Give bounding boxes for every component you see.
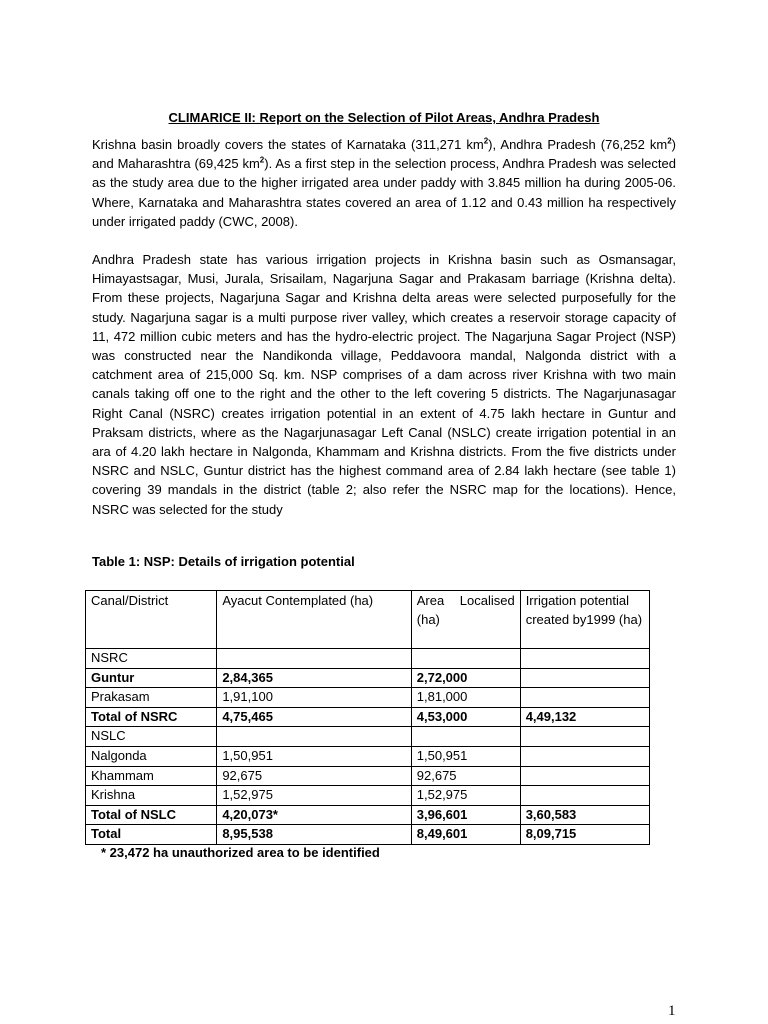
cell-area <box>411 727 520 747</box>
cell-potential <box>520 766 649 786</box>
cell-ayacut: 1,91,100 <box>217 688 411 708</box>
paragraph-irrigation-projects: Andhra Pradesh state has various irrigation projects in Krishna basin such as Osmansagar, Himayastsagar, Musi, Jurala, Srisailam, Nagarjuna Sagar and Prakasam barriage (Krishna delta). From these projects, Nagarjuna Sagar and Krishna delta areas were selected purposefully for the study. Nagarjuna sagar is a multi purpose river valley, which creates a reservoir storage capacity of 11, 472 million cubic meters and has the hydro-electric project. The Nagarjuna Sagar Project (NSP) was constructed near the Nandikonda village, Peddavoora mandal, Nalgonda district with a catchment area of 215,000 Sq. km. NSP comprises of a dam across river Krishna with two main canals taking off one to the right and the other to the left covering 5 districts. The Nagarjunasagar Right Canal (NSRC) creates irrigation potential in an extent of 4.75 lakh hectare in Guntur and Praksam districts, where as the Nagarjunasagar Left Canal (NSLC) create irrigation potential in an ara of 4.20 lakh hectare in Nalgonda, Khammam and Krishna districts. From the five districts under NSRC and NSLC, Guntur district has the highest command area of 2.84 lakh hectare (see table 1) covering 39 mandals in the district (table 2; also refer the NSRC map for the locations). Hence, NSRC was selected for the study <box>92 252 676 517</box>
superscript-2: 2 <box>483 136 489 146</box>
cell-canal: Nalgonda <box>86 746 217 766</box>
table-row <box>86 786 650 806</box>
cell-ayacut: 92,675 <box>217 766 411 786</box>
report-title: CLIMARICE II: Report on the Selection of Pilot Areas, Andhra Pradesh <box>168 110 600 125</box>
p1-text-3: ) and Maharashtra (69,425 km <box>92 137 676 172</box>
cell-potential <box>520 688 649 708</box>
cell-area <box>411 649 520 669</box>
cell-ayacut: 4,20,073* <box>217 805 411 825</box>
table-row <box>86 766 650 786</box>
p1-text-4: ). As a first step in the selection process, Andhra Pradesh was selected as the study area due to the higher irrigated area under paddy with 3.845 million ha during 2005-06. Where, Karnataka and Maharashtra states covered an area of 1.12 and 0.43 million ha respectively under irrigated paddy (CWC, 2008). <box>92 156 676 229</box>
irrigation-potential-table <box>85 590 650 845</box>
cell-area: 92,675 <box>411 766 520 786</box>
table-row <box>86 727 650 747</box>
header-irrigation-potential: Irrigation potential created by1999 (ha) <box>520 591 649 649</box>
page-number: 1 <box>668 1003 676 1019</box>
table-footnote: * 23,472 ha unauthorized area to be identified <box>101 845 380 860</box>
cell-potential <box>520 727 649 747</box>
cell-canal: NSLC <box>86 727 217 747</box>
p1-text-2: ), Andhra Pradesh (76,252 km <box>488 137 668 152</box>
cell-ayacut: 1,52,975 <box>217 786 411 806</box>
cell-ayacut: 8,95,538 <box>217 825 411 845</box>
table-header-row <box>86 591 650 649</box>
superscript-2: 2 <box>259 155 265 165</box>
cell-canal: Total <box>86 825 217 845</box>
cell-area: 2,72,000 <box>411 668 520 688</box>
table-row-total <box>86 707 650 727</box>
cell-canal: NSRC <box>86 649 217 669</box>
cell-canal: Khammam <box>86 766 217 786</box>
table-row <box>86 746 650 766</box>
cell-ayacut: 1,50,951 <box>217 746 411 766</box>
table-row <box>86 668 650 688</box>
cell-canal: Guntur <box>86 668 217 688</box>
cell-potential: 8,09,715 <box>520 825 649 845</box>
cell-potential <box>520 786 649 806</box>
cell-ayacut: 2,84,365 <box>217 668 411 688</box>
paragraph-krishna-basin <box>92 135 676 231</box>
header-canal-district: Canal/District <box>86 591 217 649</box>
cell-ayacut <box>217 649 411 669</box>
table-row <box>86 688 650 708</box>
table-row-grand-total <box>86 825 650 845</box>
cell-canal: Krishna <box>86 786 217 806</box>
table-title: Table 1: NSP: Details of irrigation potential <box>92 554 355 569</box>
cell-potential: 4,49,132 <box>520 707 649 727</box>
cell-canal: Prakasam <box>86 688 217 708</box>
cell-potential <box>520 746 649 766</box>
table-row-total <box>86 805 650 825</box>
header-area-localised <box>411 591 520 649</box>
header-ha-unit: (ha) <box>416 611 440 627</box>
cell-area: 1,81,000 <box>411 688 520 708</box>
cell-area: 3,96,601 <box>411 805 520 825</box>
cell-canal: Total of NSLC <box>86 805 217 825</box>
cell-area: 1,52,975 <box>411 786 520 806</box>
cell-area: 4,53,000 <box>411 707 520 727</box>
cell-ayacut <box>217 727 411 747</box>
p1-text-1: Krishna basin broadly covers the states of Karnataka (311,271 km <box>92 137 484 152</box>
cell-potential <box>520 649 649 669</box>
cell-ayacut: 4,75,465 <box>217 707 411 727</box>
header-ayacut: Ayacut Contemplated (ha) <box>217 591 411 649</box>
header-area-word: Area <box>416 593 445 608</box>
cell-potential <box>520 668 649 688</box>
table-row <box>86 649 650 669</box>
superscript-2: 2 <box>667 136 672 146</box>
cell-area: 1,50,951 <box>411 746 520 766</box>
cell-canal: Total of NSRC <box>86 707 217 727</box>
cell-area: 8,49,601 <box>411 825 520 845</box>
header-localised-word: Localised <box>459 593 515 608</box>
cell-potential: 3,60,583 <box>520 805 649 825</box>
